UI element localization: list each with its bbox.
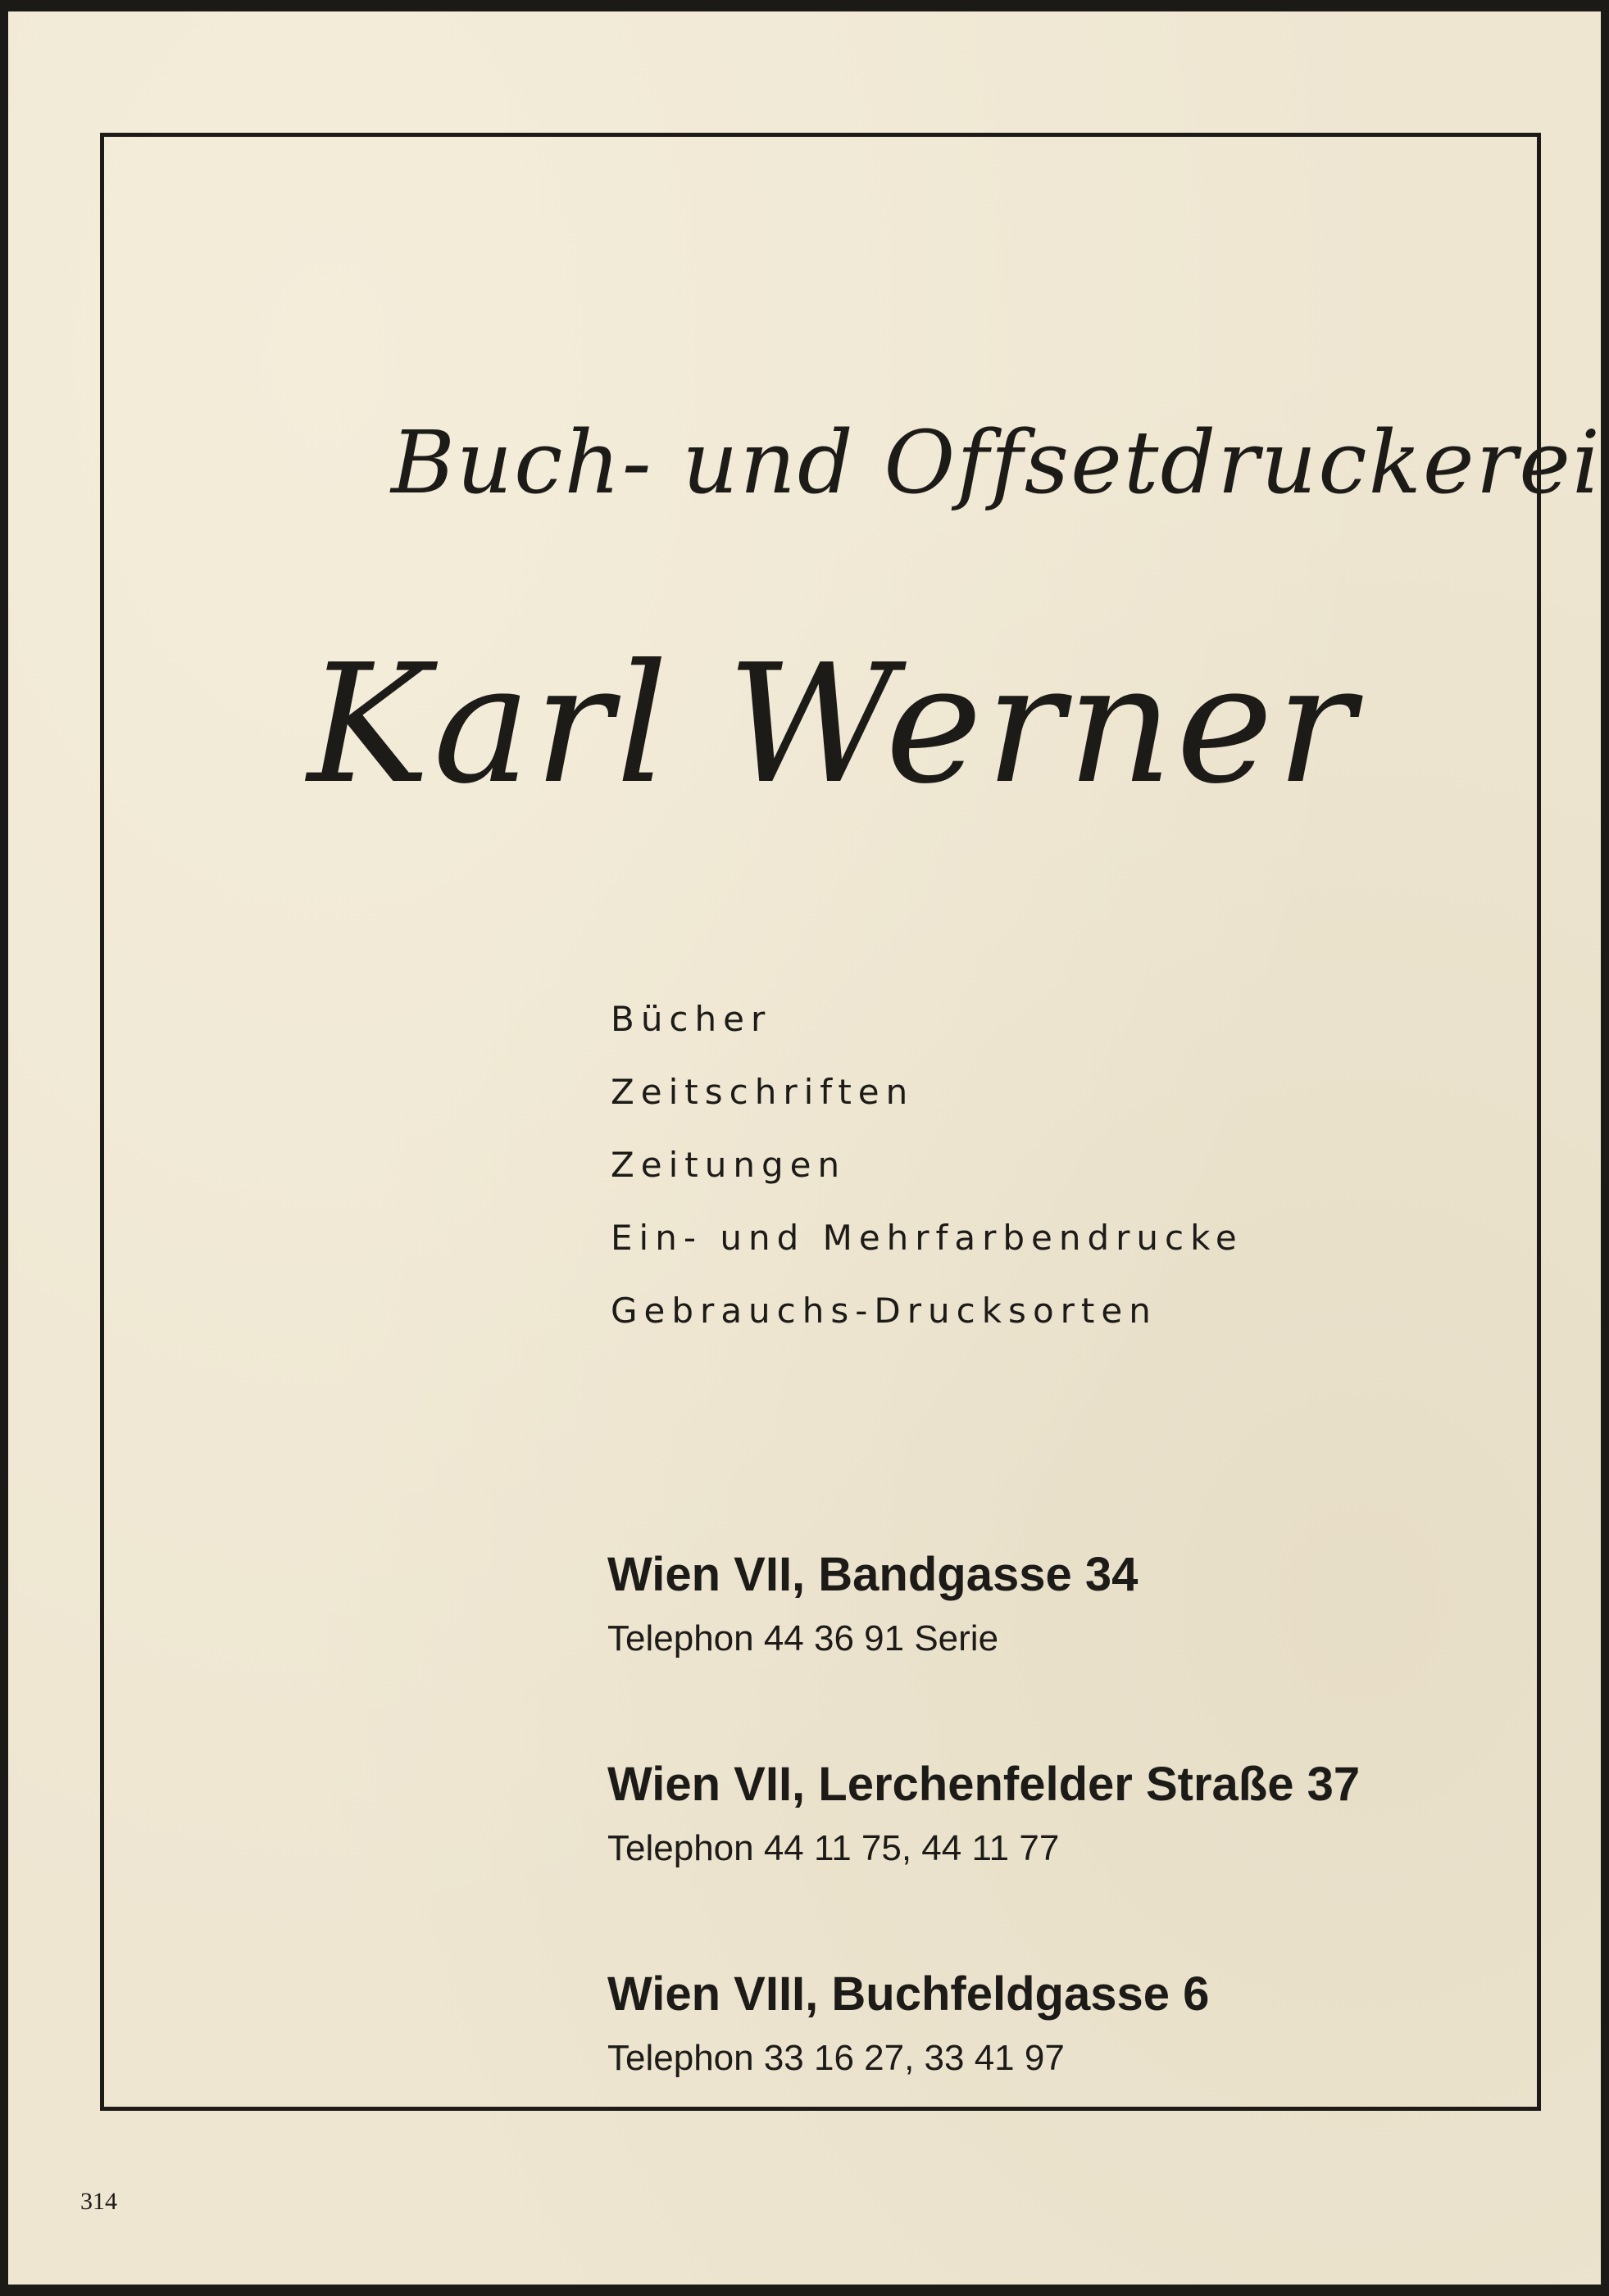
service-item: Bücher [611, 999, 772, 1039]
business-type-heading: Buch- und Offsetdruckerei [391, 412, 1602, 513]
service-item: Zeitschriften [611, 1072, 915, 1112]
service-item: Ein- und Mehrfarbendrucke [611, 1218, 1243, 1258]
location-entry [607, 1962, 1360, 2171]
service-item: Zeitungen [611, 1145, 847, 1185]
location-entry [607, 1752, 1360, 1962]
location-address: Wien VII, Bandgasse 34 [607, 1548, 1139, 1601]
locations-list [607, 1542, 1360, 2171]
advertisement-frame [100, 133, 1602, 2111]
magazine-page [8, 11, 1601, 2285]
location-phone: Telephon 44 36 91 Serie [607, 1618, 999, 1658]
location-address: Wien VIII, Buchfeldgasse 6 [607, 1967, 1210, 2021]
location-entry [607, 1542, 1360, 1752]
services-list [611, 991, 1243, 1355]
location-phone: Telephon 33 16 27, 33 41 97 [607, 2038, 1065, 2078]
location-address: Wien VII, Lerchenfelder Straße 37 [607, 1758, 1361, 1811]
page-number: 314 [80, 2188, 117, 2215]
location-phone: Telephon 44 11 75, 44 11 77 [607, 1828, 1060, 1868]
service-item: Gebrauchs-Drucksorten [611, 1291, 1157, 1331]
company-name-heading: Karl Werner [307, 629, 1358, 820]
